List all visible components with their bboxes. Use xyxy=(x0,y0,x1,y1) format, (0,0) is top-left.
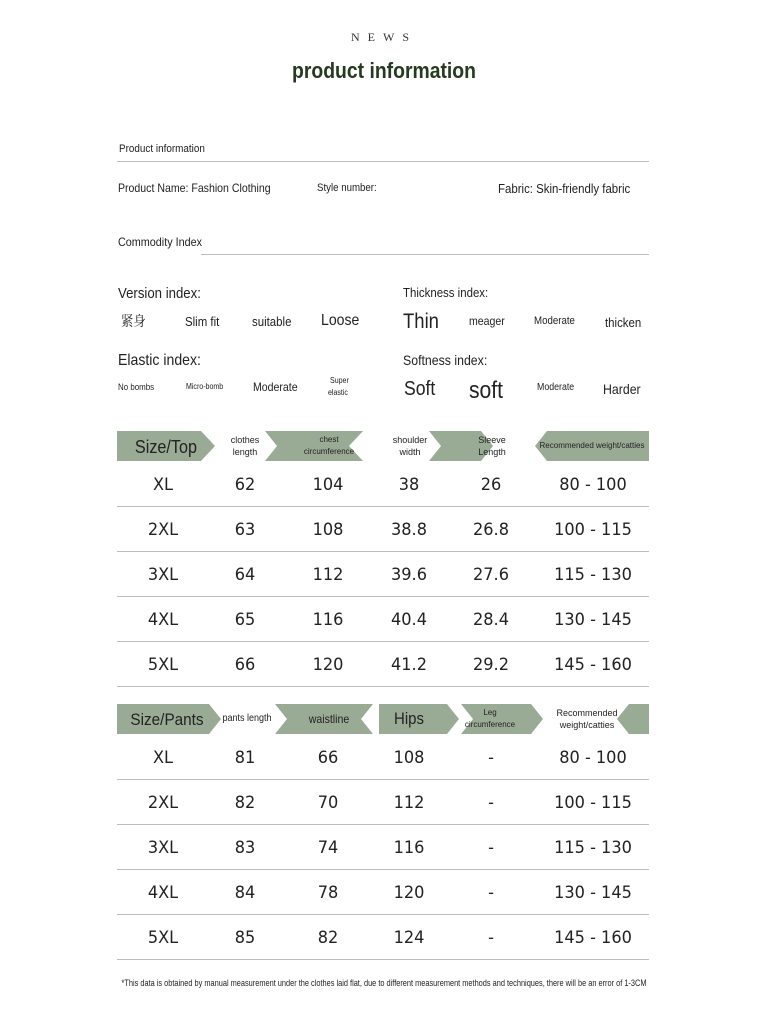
table-row xyxy=(117,869,649,915)
table-cell: 145 - 160 xyxy=(554,928,632,948)
size-cell: 4XL xyxy=(147,883,179,903)
header-shoulder-width: shoulder width xyxy=(392,435,428,457)
table-cell: 100 - 115 xyxy=(554,793,632,813)
version-option: Loose xyxy=(321,312,360,329)
table-cell: - xyxy=(488,793,494,813)
size-cell: XL xyxy=(152,748,174,768)
table-cell: 116 xyxy=(312,610,344,630)
header-size-top: Size/Top xyxy=(134,437,198,457)
table-cell: 29.2 xyxy=(473,655,509,675)
table-cell: 40.4 xyxy=(391,610,427,630)
table-cell: 83 xyxy=(234,838,256,858)
softness-option: Soft xyxy=(404,378,436,400)
thickness-option: Moderate xyxy=(534,315,575,327)
size-cell: 3XL xyxy=(147,838,179,858)
section-label-commodity-index: Commodity Index xyxy=(118,235,203,249)
table-cell: 130 - 145 xyxy=(554,610,632,630)
size-cell: 5XL xyxy=(147,655,179,675)
product-name: Product Name: Fashion Clothing xyxy=(118,181,271,195)
table-cell: 84 xyxy=(234,883,256,903)
table-cell: 66 xyxy=(317,748,339,768)
size-cell: 2XL xyxy=(147,793,179,813)
table-cell: 145 - 160 xyxy=(554,655,632,675)
version-option: Slim fit xyxy=(185,314,220,329)
table-row xyxy=(117,551,649,597)
table-cell: 108 xyxy=(312,520,344,540)
table-cell: 130 - 145 xyxy=(554,883,632,903)
thickness-option: Thin xyxy=(403,310,439,333)
table-cell: 62 xyxy=(234,475,256,495)
thickness-option: thicken xyxy=(605,315,642,330)
header-recommended-weight: Recommended weight/catties xyxy=(539,441,645,450)
header-clothes-length: clothes length xyxy=(230,435,260,457)
header-size-pants: Size/Pants xyxy=(130,710,204,729)
table-row xyxy=(117,506,649,552)
table-cell: 38.8 xyxy=(391,520,427,540)
size-cell: 5XL xyxy=(147,928,179,948)
table-cell: 65 xyxy=(234,610,256,630)
elastic-option: Super xyxy=(330,376,349,385)
table-cell: 82 xyxy=(317,928,339,948)
eyebrow-news: NEWS xyxy=(351,30,417,44)
measurement-footnote: *This data is obtained by manual measurement under the clothes laid flat, due to different measurement methods and techniques, there will be an error of 1-3CM xyxy=(121,978,647,988)
table-row xyxy=(117,596,649,642)
header-hips: Hips xyxy=(394,709,424,728)
table-cell: 63 xyxy=(234,520,256,540)
table-cell: 85 xyxy=(234,928,256,948)
table-cell: - xyxy=(488,838,494,858)
table-cell: 80 - 100 xyxy=(559,475,627,495)
style-number: Style number: xyxy=(317,182,377,194)
header-sleeve-length: Sleeve Length xyxy=(478,435,506,457)
thickness-option: meager xyxy=(469,314,505,328)
table-cell: 115 - 130 xyxy=(554,565,632,585)
table-cell: 100 - 115 xyxy=(554,520,632,540)
softness-option: Moderate xyxy=(537,382,575,393)
version-option: suitable xyxy=(252,314,292,329)
table-row xyxy=(117,734,649,780)
table-cell: 74 xyxy=(317,838,339,858)
table-row xyxy=(117,461,649,507)
size-cell: XL xyxy=(152,475,174,495)
pants-table-header xyxy=(117,704,649,734)
size-cell: 3XL xyxy=(147,565,179,585)
table-cell: 82 xyxy=(234,793,256,813)
header-pants-length: pants length xyxy=(222,713,272,724)
softness-index-label: Softness index: xyxy=(403,352,488,368)
section-rule xyxy=(117,161,649,162)
elastic-option: No bombs xyxy=(118,382,155,392)
thickness-index-label: Thickness index: xyxy=(403,285,489,300)
table-cell: 81 xyxy=(234,748,256,768)
size-cell: 4XL xyxy=(147,610,179,630)
header-waistline: waistline xyxy=(308,712,350,726)
top-table-header xyxy=(117,431,649,461)
table-cell: 64 xyxy=(234,565,256,585)
table-cell: 115 - 130 xyxy=(554,838,632,858)
table-cell: 124 xyxy=(393,928,425,948)
table-cell: 39.6 xyxy=(391,565,427,585)
softness-option: Harder xyxy=(603,381,641,397)
table-cell: 120 xyxy=(393,883,425,903)
header-chest-circumference: chest circumference xyxy=(303,435,355,456)
table-cell: 38 xyxy=(398,475,420,495)
table-cell: 112 xyxy=(312,565,344,585)
table-cell: 66 xyxy=(234,655,256,675)
table-cell: 27.6 xyxy=(473,565,509,585)
table-cell: - xyxy=(488,748,494,768)
table-cell: 70 xyxy=(317,793,339,813)
table-row xyxy=(117,914,649,960)
fabric: Fabric: Skin-friendly fabric xyxy=(498,181,631,196)
version-index-label: Version index: xyxy=(118,285,201,302)
version-option: 紧身 xyxy=(121,313,146,329)
elastic-option: Moderate xyxy=(253,380,298,394)
elastic-option: Micro-bomb xyxy=(186,382,224,391)
page-title: product information xyxy=(292,58,476,83)
table-row xyxy=(117,779,649,825)
table-row xyxy=(117,641,649,687)
table-cell: 104 xyxy=(312,475,344,495)
size-cell: 2XL xyxy=(147,520,179,540)
table-cell: 120 xyxy=(312,655,344,675)
section-rule xyxy=(201,254,649,255)
table-cell: 78 xyxy=(317,883,339,903)
table-row xyxy=(117,824,649,870)
section-label-product-information: Product information xyxy=(119,143,205,155)
table-cell: 28.4 xyxy=(473,610,509,630)
table-cell: 41.2 xyxy=(391,655,427,675)
table-cell: 112 xyxy=(393,793,425,813)
table-cell: - xyxy=(488,928,494,948)
header-leg-circumference: Leg circumference xyxy=(464,708,516,729)
table-cell: 26 xyxy=(480,475,502,495)
header-recommended-weight: Recommended weight/catties xyxy=(556,708,618,730)
table-cell: 26.8 xyxy=(473,520,509,540)
elastic-option: elastic xyxy=(328,388,348,397)
elastic-index-label: Elastic index: xyxy=(118,352,201,369)
table-cell: 116 xyxy=(393,838,425,858)
table-cell: - xyxy=(488,883,494,903)
table-cell: 108 xyxy=(393,748,425,768)
table-cell: 80 - 100 xyxy=(559,748,627,768)
softness-option: soft xyxy=(469,377,504,404)
